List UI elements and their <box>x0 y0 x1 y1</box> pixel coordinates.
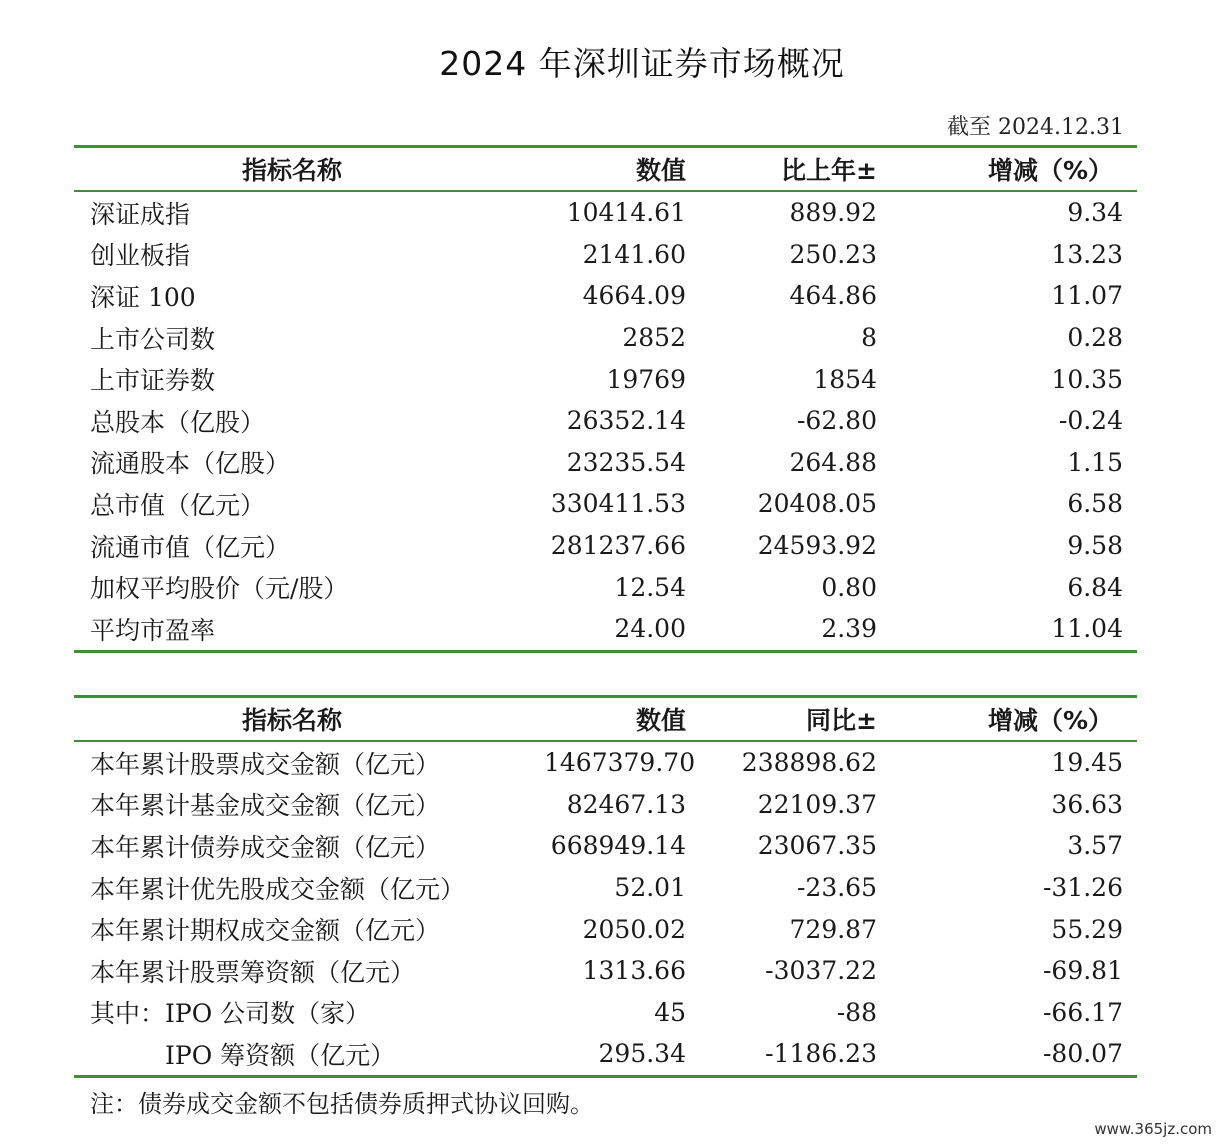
market-overview-table <box>74 145 1137 653</box>
change-cell: 22109.37 <box>757 789 877 819</box>
change-cell: 464.86 <box>789 281 877 311</box>
trading-financing-table <box>74 695 1137 1078</box>
change-cell: -62.80 <box>796 406 877 436</box>
pct-cell: 13.23 <box>1051 239 1123 269</box>
table-row <box>74 784 1137 826</box>
pct-cell: -66.17 <box>1042 997 1123 1027</box>
as-of-date: 截至 2024.12.31 <box>947 115 1124 140</box>
change-cell: -23.65 <box>796 873 877 903</box>
change-cell: 264.88 <box>789 447 877 477</box>
header-value: 数值 <box>544 147 686 192</box>
indicator-name-cell: 本年累计期权成交金额（亿元） <box>90 916 441 946</box>
value-cell: 1313.66 <box>582 956 686 986</box>
table-row <box>74 825 1137 867</box>
indicator-name-cell: 上市公司数 <box>90 324 216 354</box>
table-row <box>74 950 1137 992</box>
indicator-name-cell: 本年累计优先股成交金额（亿元） <box>90 874 466 904</box>
table-row <box>74 1033 1137 1076</box>
change-cell: 20408.05 <box>757 489 877 519</box>
change-cell: -3037.22 <box>765 956 877 986</box>
indicator-name-cell: 其中：IPO 公司数（家） <box>90 999 371 1029</box>
indicator-name-cell: 总股本（亿股） <box>90 407 266 437</box>
table-row <box>74 908 1137 950</box>
change-cell: 250.23 <box>789 239 877 269</box>
table-row <box>74 442 1137 484</box>
indicator-name-cell: 流通股本（亿股） <box>90 449 291 479</box>
table-row <box>74 275 1137 317</box>
value-cell: 24.00 <box>544 608 686 651</box>
indicator-name-cell: 平均市盈率 <box>74 608 544 651</box>
table-row <box>74 317 1137 359</box>
pct-cell: -69.81 <box>1042 956 1123 986</box>
header-indicator-name: 指标名称 <box>74 147 544 192</box>
value-cell: 668949.14 <box>550 831 686 861</box>
pct-cell: -80.07 <box>877 1033 1137 1076</box>
indicator-name-cell: 本年累计股票筹资额（亿元） <box>90 957 416 987</box>
table-row <box>74 358 1137 400</box>
value-cell: 2852 <box>622 323 686 353</box>
value-cell: 2050.02 <box>582 914 686 944</box>
table-row <box>74 566 1137 608</box>
pct-cell: 36.63 <box>1051 789 1123 819</box>
table-row <box>74 525 1137 567</box>
change-cell: 238898.62 <box>741 748 877 778</box>
indicator-name-cell: 本年累计股票成交金额（亿元） <box>90 749 441 779</box>
pct-cell: -31.26 <box>1042 873 1123 903</box>
indicator-name-cell: 流通市值（亿元） <box>90 532 291 562</box>
pct-cell: 55.29 <box>1051 914 1123 944</box>
table-row <box>74 191 1137 234</box>
indicator-name-cell: 上市证券数 <box>90 366 216 396</box>
value-cell: 52.01 <box>614 873 686 903</box>
pct-cell: 1.15 <box>1067 447 1123 477</box>
value-cell: 330411.53 <box>550 489 686 519</box>
indicator-name-cell: 创业板指 <box>90 241 191 271</box>
pct-cell: 3.57 <box>1067 831 1123 861</box>
table-row <box>74 234 1137 276</box>
header-pct: 增减（%） <box>877 147 1137 192</box>
pct-cell: 0.28 <box>1067 323 1123 353</box>
table-row <box>74 867 1137 909</box>
pct-cell: -0.24 <box>1058 406 1123 436</box>
change-cell: 0.80 <box>821 572 877 602</box>
indicator-name-cell: 深证 100 <box>90 282 196 312</box>
value-cell: 19769 <box>606 364 686 394</box>
pct-cell: 6.84 <box>1067 572 1123 602</box>
indicator-name-cell: IPO 筹资额（亿元） <box>74 1033 544 1076</box>
change-cell: -88 <box>836 997 877 1027</box>
table-row <box>74 400 1137 442</box>
change-cell: 2.39 <box>686 608 877 651</box>
table-header-row <box>74 697 1137 742</box>
table-row <box>74 608 1137 651</box>
header-change: 同比± <box>686 697 877 742</box>
table-row <box>74 992 1137 1034</box>
value-cell: 12.54 <box>614 572 686 602</box>
value-cell: 281237.66 <box>550 531 686 561</box>
indicator-name-cell: 总市值（亿元） <box>90 490 266 520</box>
change-cell: 1854 <box>813 364 877 394</box>
change-cell: 23067.35 <box>757 831 877 861</box>
pct-cell: 19.45 <box>1051 748 1123 778</box>
pct-cell: 9.58 <box>1067 531 1123 561</box>
pct-cell: 11.07 <box>1051 281 1123 311</box>
value-cell: 4664.09 <box>582 281 686 311</box>
change-cell: -1186.23 <box>686 1033 877 1076</box>
pct-cell: 11.04 <box>877 608 1137 651</box>
header-change: 比上年± <box>686 147 877 192</box>
indicator-name-cell: 本年累计债券成交金额（亿元） <box>90 832 441 862</box>
value-cell: 82467.13 <box>566 789 686 819</box>
value-cell: 1467379.70 <box>544 748 696 778</box>
table-row <box>74 483 1137 525</box>
indicator-name-cell: 加权平均股价（元/股） <box>90 574 349 604</box>
value-cell: 26352.14 <box>566 406 686 436</box>
watermark: www.365jz.com <box>1094 1120 1212 1138</box>
value-cell: 10414.61 <box>566 198 686 228</box>
table-row <box>74 741 1137 784</box>
change-cell: 729.87 <box>789 914 877 944</box>
pct-cell: 10.35 <box>1051 364 1123 394</box>
pct-cell: 9.34 <box>1067 198 1123 228</box>
change-cell: 24593.92 <box>757 531 877 561</box>
page-title: 2024 年深圳证券市场概况 <box>439 44 845 83</box>
change-cell: 889.92 <box>789 198 877 228</box>
indicator-name-cell: 本年累计基金成交金额（亿元） <box>90 791 441 821</box>
header-pct: 增减（%） <box>877 697 1137 742</box>
footnote: 注：债券成交金额不包括债券质押式协议回购。 <box>90 1090 594 1118</box>
change-cell: 8 <box>861 323 877 353</box>
value-cell: 45 <box>654 997 686 1027</box>
value-cell: 295.34 <box>544 1033 686 1076</box>
pct-cell: 6.58 <box>1067 489 1123 519</box>
header-indicator-name: 指标名称 <box>74 697 544 742</box>
header-value: 数值 <box>544 697 686 742</box>
table-header-row <box>74 147 1137 192</box>
value-cell: 23235.54 <box>566 447 686 477</box>
indicator-name-cell: 深证成指 <box>90 199 191 229</box>
value-cell: 2141.60 <box>582 239 686 269</box>
